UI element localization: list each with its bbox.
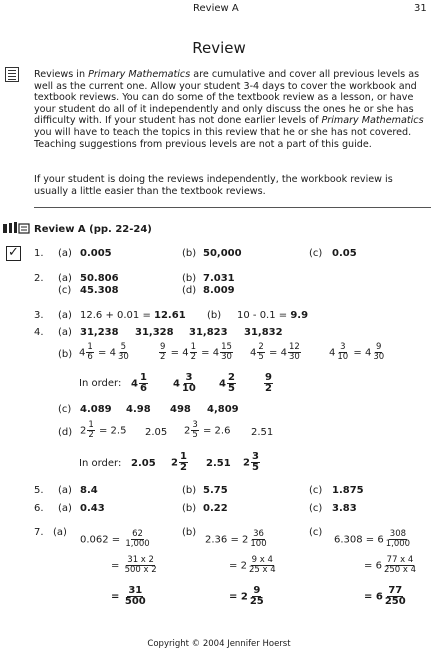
q4-d-item-1 [80,421,126,440]
numerator: 62 [132,529,143,539]
q5-b-label: (b) [182,485,197,496]
q4-d-item-3 [184,421,230,440]
q4-b-order-3 [219,373,237,394]
q4-c-label: (c) [58,404,72,415]
whole-number: 2 [171,457,178,469]
q7-a-step-2 [111,556,159,575]
denominator: 2 [190,352,196,362]
q4-d-item-4: 2.51 [251,427,274,438]
q7-a-step-3 [111,586,148,607]
q7-number: 7. [34,527,44,538]
equals-sign: = [364,560,373,572]
q7-a-label: (a) [53,527,67,538]
numerator: 3 [185,372,193,383]
fraction [249,530,267,549]
fraction [227,373,236,394]
denominator: 30 [373,352,385,362]
q2-a-label: (a) [58,273,72,284]
q4-c-value: 4.98 [126,404,151,415]
q4-b-label: (b) [58,349,73,360]
section-title: Review A (pp. 22-24) [34,224,152,235]
q2-b-label: (b) [182,273,197,284]
running-header-chapter: Review A [193,3,239,14]
checkbox-check-icon: ✓ [6,246,21,261]
denominator: 2 [265,383,272,394]
fraction [385,530,411,549]
fraction [251,452,260,473]
numerator: 3 [251,451,259,462]
q6-a-answer: 0.43 [80,503,105,514]
q6-c-label: (c) [309,503,323,514]
fraction [383,556,417,575]
fraction [336,343,349,362]
intro-text: are cumulative and cover all previous levels as well as the current one. Allow your student 3-4 days to cover the workbook and textbook reviews. You can do some of the textbook review as a lesson, or have your student do all of it independently and only discuss the ones he or she has difficulty with. If your student has not done earlier levels of [34,69,420,127]
fraction [86,343,93,362]
q6-number: 6. [34,503,44,514]
q4-d-order-3: 2.51 [206,458,231,469]
numerator: 3 [192,420,198,430]
fraction [191,421,198,440]
denominator: 25 x 4 [248,565,276,575]
numerator: 9 [265,372,272,383]
numerator: 2 [258,342,264,352]
denominator: 6 [87,352,93,362]
q7-c-label: (c) [309,527,323,538]
fraction [179,452,188,473]
whole-number: 4 [329,347,336,359]
denominator: 5 [251,462,259,473]
section-divider [34,207,431,208]
whole-number: 4 [131,378,138,390]
fraction [288,343,301,362]
q5-number: 5. [34,485,44,496]
q1-b-label: (b) [182,248,197,259]
q4-a-label: (a) [58,327,72,338]
whole-number: 4 [109,347,116,359]
denominator: 5 [227,383,235,394]
decimal-equivalent: = 2.5 [95,425,127,437]
q4-b-item-4 [329,343,386,362]
denominator: 10 [181,383,196,394]
numerator: 36 [253,529,264,539]
whole-number: 4 [173,378,180,390]
q7-b-step-1 [205,530,269,549]
denominator: 5 [192,430,198,440]
whole-number: 2 [240,560,247,572]
q4-d-order-label: In order: [79,458,122,469]
denominator: 30 [221,352,232,362]
q4-a-value: 31,328 [135,327,174,338]
whole-number: 4 [219,378,226,390]
numerator: 1 [88,420,94,430]
intro-text: you will have to teach the topics in this review that he or she has not covered. Teaching suggestions from previous levels are not a part of this guide. [34,126,412,150]
denominator: 100 [250,539,267,549]
q1-b-answer: 50,000 [203,248,242,259]
denominator: 500 x 2 [124,565,157,575]
q3-b-label: (b) [207,310,222,321]
whole-number: 2 [243,457,250,469]
q1-c-label: (c) [309,248,323,259]
denominator: 2 [179,462,187,473]
intro-paragraph-1 [34,69,429,150]
fraction [117,343,130,362]
denominator: 1,000 [125,539,150,549]
q5-a-label: (a) [58,485,72,496]
numerator: 2 [227,372,235,383]
q6-b-label: (b) [182,503,197,514]
fraction [249,586,265,607]
page-title: Review [192,39,246,57]
numerator: 31 x 2 [127,555,154,565]
numerator: 3 [340,342,346,352]
q5-c-answer: 1.875 [332,485,364,496]
q4-b-order-label: In order: [79,378,122,389]
denominator: 25 [249,596,264,607]
page-number: 31 [414,3,427,14]
q6-a-label: (a) [58,503,72,514]
denominator: 2 [88,430,94,440]
q6-c-answer: 3.83 [332,503,357,514]
q4-c-value: 4.089 [80,404,112,415]
q7-b-label: (b) [182,527,197,538]
q3-b-expr: 10 - 0.1 = [237,310,291,321]
numerator: 1 [139,372,147,383]
equals-sign: = [364,591,373,603]
fraction [248,556,277,575]
whole-number: 4 [182,347,189,359]
whole-number: 2 [80,425,87,437]
fraction [124,556,158,575]
q2-c-answer: 45.308 [80,285,119,296]
q7-b-step-3 [229,586,266,607]
fraction [220,343,233,362]
equals-sign: = [201,347,210,359]
numerator: 308 [389,529,407,539]
equals-sign: = [111,591,120,603]
q5-b-answer: 5.75 [203,485,228,496]
equals-sign: = [268,347,278,359]
numerator: 9 [160,342,166,352]
q4-d-label: (d) [58,427,73,438]
denominator: 2 [160,352,166,362]
q5-c-label: (c) [309,485,323,496]
fraction [264,373,273,394]
fraction [190,343,197,362]
calendar-icon [5,67,19,82]
q4-a-value: 31,238 [80,327,119,338]
whole-number: 4 [212,347,220,359]
denominator: 1,000 [385,539,411,549]
numerator: 9 x 4 [251,555,273,565]
q4-c-value: 498 [170,404,191,415]
fraction [159,343,166,362]
numerator: 1 [179,451,187,462]
equals-sign: = [353,347,362,359]
decimal: 6.308 = 6 [334,534,384,546]
numerator: 15 [221,342,232,352]
equals-sign: = [170,347,179,359]
q2-d-label: (d) [182,285,197,296]
decimal: 0.062 = [80,534,124,546]
q4-number: 4. [34,327,44,338]
q4-a-value: 31,823 [189,327,228,338]
denominator: 5 [258,352,264,362]
q4-b-order-1 [131,373,149,394]
equals-sign: = [111,560,120,572]
q4-d-item-2: 2.05 [145,427,168,438]
q4-d-order-4 [243,452,261,473]
intro-book-title: Primary Mathematics [88,69,191,80]
q1-a-answer: 0.005 [80,248,112,259]
whole-number: 2 [240,591,248,603]
intro-text: Reviews in [34,69,89,80]
decimal-equivalent: = 2.6 [199,425,231,437]
copyright-footer: Copyright © 2004 Jennifer Hoerst [147,639,291,649]
denominator: 6 [139,383,147,394]
whole-number: 4 [250,347,257,359]
q7-a-step-1 [80,530,152,549]
numerator: 1 [190,342,196,352]
decimal: 2.36 = 2 [205,534,249,546]
whole-number: 2 [184,425,191,437]
fraction [384,586,407,607]
numerator: 9 [253,585,261,596]
q2-a-answer: 50.806 [80,273,119,284]
fraction [257,343,264,362]
q7-c-step-1 [334,530,412,549]
numerator: 1 [87,342,93,352]
fraction [181,373,197,394]
equals-sign: = [229,560,238,572]
q4-a-value: 31,832 [244,327,283,338]
q7-c-step-2 [364,556,418,575]
equals-sign: = [229,591,238,603]
q6-b-answer: 0.22 [203,503,228,514]
q4-b-item-1 [79,343,131,362]
denominator: 30 [117,352,129,362]
numerator: 5 [120,342,127,352]
denominator: 10 [337,352,349,362]
q7-c-step-3 [364,586,408,607]
q1-c-answer: 0.05 [332,248,357,259]
q4-b-order-2 [173,373,198,394]
q4-c-value: 4,809 [207,404,239,415]
numerator: 77 x 4 [386,555,414,565]
q4-d-order-1: 2.05 [131,458,156,469]
book-icon [3,221,31,235]
q3-a-expression [80,310,186,321]
equals-sign: = [97,347,107,359]
intro-paragraph-2: If your student is doing the reviews independently, the workbook review is usually a little easier than the textbook reviews. [34,174,393,197]
fraction [372,343,385,362]
fraction [124,586,147,607]
numerator: 9 [376,342,382,352]
q3-b-answer: 9.9 [290,310,309,321]
q3-a-label: (a) [58,310,72,321]
q3-number: 3. [34,310,44,321]
q3-b-expression [237,310,308,321]
q7-b-step-2 [229,556,278,575]
q3-a-expr: 12.6 + 0.01 = [80,310,155,321]
q4-b-item-2 [158,343,234,362]
q2-d-answer: 8.009 [203,285,235,296]
q2-b-answer: 7.031 [203,273,235,284]
whole-number: 6 [375,591,383,603]
q2-c-label: (c) [58,285,72,296]
q4-b-order-4 [263,373,274,394]
whole-number: 4 [364,347,372,359]
whole-number: 6 [375,560,382,572]
denominator: 30 [288,352,300,362]
q1-number: 1. [34,248,44,259]
numerator: 12 [288,342,300,352]
q4-b-item-3 [250,343,302,362]
denominator: 500 [124,596,146,607]
whole-number: 4 [79,347,86,359]
denominator: 250 x 4 [383,565,417,575]
denominator: 250 [384,596,406,607]
fraction [139,373,148,394]
whole-number: 4 [280,347,287,359]
fraction [87,421,94,440]
q2-number: 2. [34,273,44,284]
numerator: 31 [128,585,143,596]
numerator: 77 [388,585,403,596]
intro-book-title: Primary Mathematics [321,115,424,127]
q5-a-answer: 8.4 [80,485,98,496]
q4-d-order-2 [171,452,189,473]
q1-a-label: (a) [58,248,72,259]
q3-a-answer: 12.61 [154,310,186,321]
fraction [124,530,150,549]
